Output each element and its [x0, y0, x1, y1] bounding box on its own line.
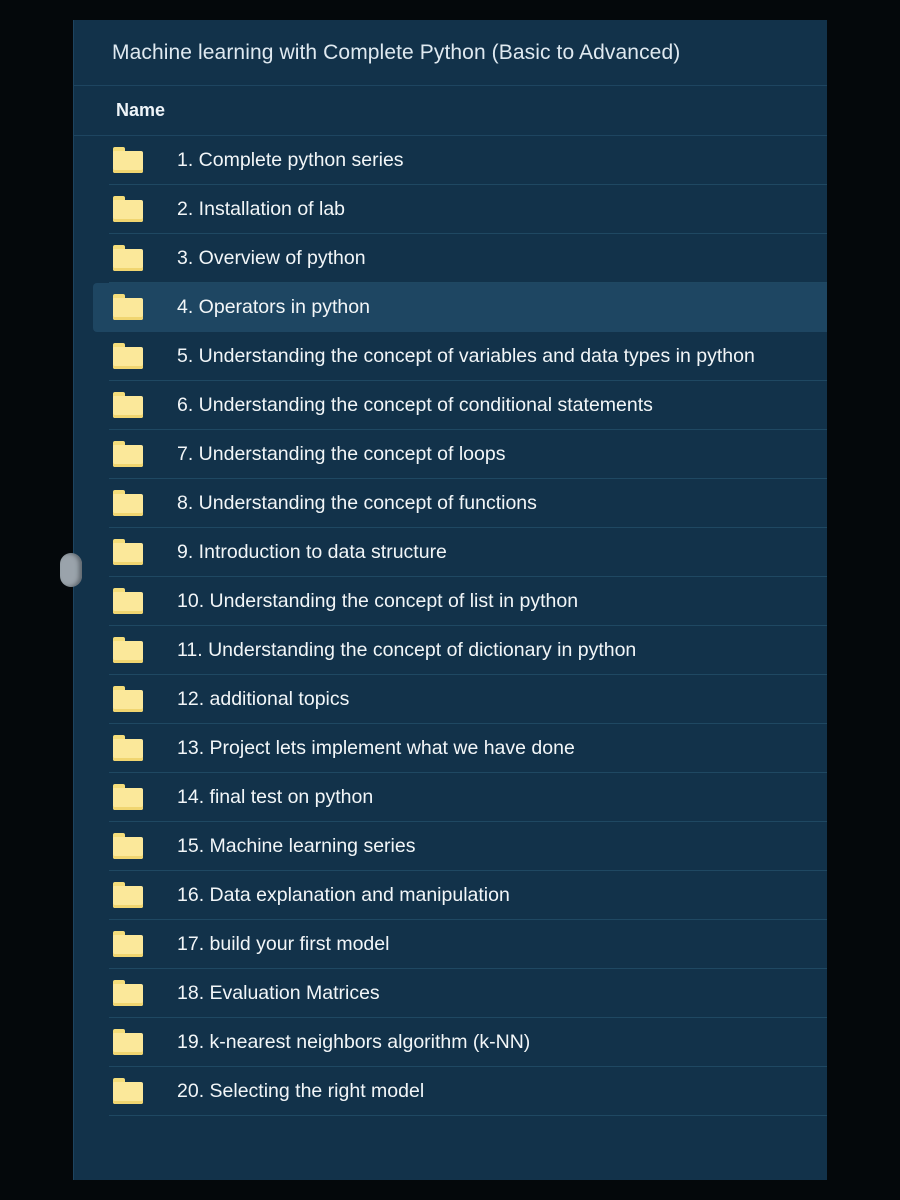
folder-row[interactable]	[109, 871, 827, 920]
folder-name: 10. Understanding the concept of list in python	[177, 589, 579, 612]
folder-row[interactable]	[109, 724, 827, 773]
folder-icon	[113, 245, 143, 271]
folder-icon	[113, 539, 143, 565]
folder-row[interactable]	[109, 136, 827, 185]
folder-name: 7. Understanding the concept of loops	[177, 442, 506, 465]
folder-icon	[113, 882, 143, 908]
folder-name: 1. Complete python series	[177, 148, 404, 171]
folder-row[interactable]	[109, 234, 827, 283]
name-column-header[interactable]: Name	[116, 100, 166, 120]
folder-name: 9. Introduction to data structure	[177, 540, 447, 563]
folder-name: 15. Machine learning series	[177, 834, 416, 857]
folder-name: 5. Understanding the concept of variables and data types in python	[177, 344, 755, 367]
folder-name: 4. Operators in python	[177, 295, 370, 318]
folder-title: Machine learning with Complete Python (Basic to Advanced)	[112, 40, 681, 64]
folder-row[interactable]	[109, 773, 827, 822]
folder-name: 6. Understanding the concept of conditional statements	[177, 393, 653, 416]
folder-icon	[113, 490, 143, 516]
folder-row[interactable]	[109, 675, 827, 724]
folder-icon	[113, 931, 143, 957]
folder-name: 14. final test on python	[177, 785, 374, 808]
folder-icon	[113, 441, 143, 467]
folder-row[interactable]	[109, 528, 827, 577]
folder-icon	[113, 343, 143, 369]
folder-name: 8. Understanding the concept of functions	[177, 491, 537, 514]
folder-name: 3. Overview of python	[177, 246, 366, 269]
folder-row[interactable]	[109, 1018, 827, 1067]
folder-icon	[113, 196, 143, 222]
folder-row[interactable]	[109, 381, 827, 430]
folder-icon	[113, 735, 143, 761]
folder-name: 11. Understanding the concept of dictionary in python	[177, 638, 637, 661]
folder-icon	[113, 784, 143, 810]
folder-icon	[113, 1029, 143, 1055]
folder-row[interactable]	[93, 283, 827, 332]
folder-icon	[113, 980, 143, 1006]
folder-row[interactable]	[109, 969, 827, 1018]
folder-icon	[113, 1078, 143, 1104]
folder-row[interactable]	[109, 577, 827, 626]
folder-name: 17. build your first model	[177, 932, 390, 955]
folder-name: 18. Evaluation Matrices	[177, 981, 380, 1004]
folder-icon	[113, 588, 143, 614]
folder-row[interactable]	[109, 1067, 827, 1116]
folder-name: 20. Selecting the right model	[177, 1079, 425, 1102]
folder-name: 19. k-nearest neighbors algorithm (k-NN)	[177, 1030, 531, 1053]
folder-row[interactable]	[109, 332, 827, 381]
folder-name: 2. Installation of lab	[177, 197, 346, 220]
folder-icon	[113, 392, 143, 418]
title-bar	[74, 20, 827, 86]
folder-row[interactable]	[109, 822, 827, 871]
file-browser-panel	[73, 20, 827, 1180]
folder-name: 12. additional topics	[177, 687, 350, 710]
scroll-handle[interactable]	[60, 553, 82, 587]
folder-row[interactable]	[109, 626, 827, 675]
folder-name: 16. Data explanation and manipulation	[177, 883, 510, 906]
folder-icon	[113, 147, 143, 173]
folder-icon	[113, 637, 143, 663]
folder-row[interactable]	[109, 479, 827, 528]
folder-icon	[113, 686, 143, 712]
folder-row[interactable]	[109, 920, 827, 969]
folder-name: 13. Project lets implement what we have done	[177, 736, 575, 759]
folder-icon	[113, 294, 143, 320]
column-header-row	[74, 86, 827, 136]
folder-row[interactable]	[109, 185, 827, 234]
folder-icon	[113, 833, 143, 859]
folder-row[interactable]	[109, 430, 827, 479]
folder-list	[74, 136, 827, 1116]
